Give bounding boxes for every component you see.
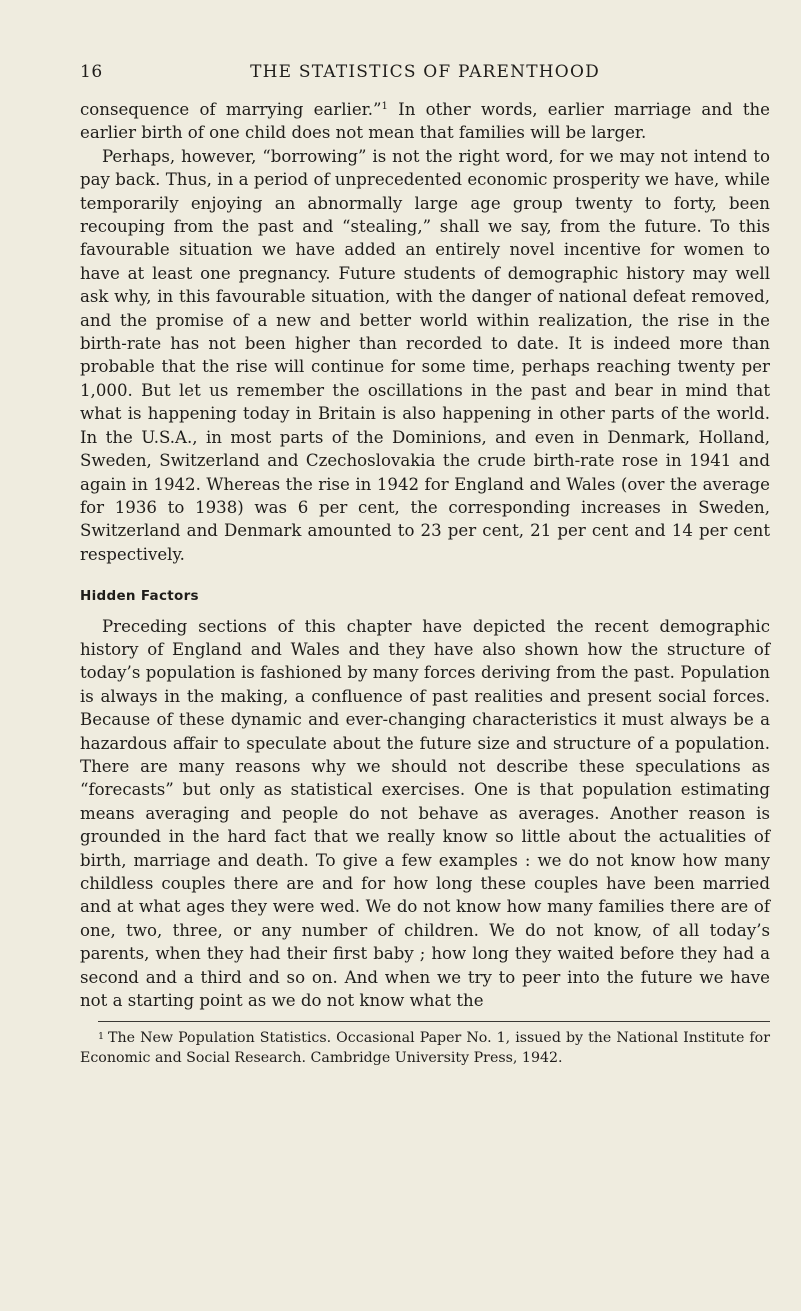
running-title: THE STATISTICS OF PARENTHOOD	[250, 62, 600, 82]
paragraph: Preceding sections of this chapter have depicted the recent demographic history of England and Wales and they have also shown how the structure of today’s population is fashioned by many forces deriving from the past. Population is always in the making, a confluence of past realities and present social forces. Because of these dynamic and ever-changing characteristics it must always be a hazardous affair to speculate about the future size and structure of a population. There are many reasons why we should not describe these speculations as “forecasts” but only as statistical exercises. One is that population estimating means averaging and people do not behave as averages. Another reason is grounded in the hard fact that we really know so little about the actualities of birth, marriage and death. To give a few examples : we do not know how many childless couples there are and for how long these couples have been married and at what ages they were wed. We do not know how many families there are of one, two, three, or any number of children. We do not know, of all today’s parents, when they had their first baby ; how long they waited before they had a second and a third and so on. And when we try to peer into the future we have not a starting point as we do not know what the	[80, 616, 770, 1011]
section-heading: Hidden Factors	[80, 588, 199, 605]
paragraph-text: consequence of marrying earlier.”	[80, 100, 382, 119]
page-header	[80, 62, 770, 92]
footnote	[80, 1027, 770, 1068]
paragraph-text-continued: In other words, earlier marriage and the earlier birth of one child does not mean that families will be larger.	[80, 100, 771, 143]
body-text	[80, 98, 770, 1068]
footnote-rule	[98, 1021, 770, 1022]
footnote-text: The New Population Statistics. Occasional Paper No. 1, issued by the National Institute for Economic and Social Research. Cambridge University Press, 1942.	[80, 1030, 770, 1066]
page-number: 16	[80, 62, 103, 82]
paragraph: Perhaps, however, “borrowing” is not the right word, for we may not intend to pay back. Thus, in a period of unprecedented economic prosperity we have, while temporarily enjoying an abnormally large age group twenty to forty, been recouping from the past and “stealing,” shall we say, from the future. To this favourable situation we have added an entirely novel incentive for women to have at least one pregnancy. Future students of demographic history may well ask why, in this favourable situation, with the danger of national defeat removed, and the promise of a new and better world within realization, the rise in the birth-rate has not been higher than recorded to date. It is indeed more than probable that the rise will continue for some time, perhaps reaching twenty per 1,000. But let us remember the oscillations in the past and bear in mind that what is happening today in Britain is also happening in other parts of the world. In the U.S.A., in most parts of the Dominions, and even in Denmark, Holland, Sweden, Switzerland and Czechoslovakia the crude birth-rate rose in 1941 and again in 1942. Whereas the rise in 1942 for England and Wales (over the average for 1936 to 1938) was 6 per cent, the corresponding increases in Sweden, Switzerland and Denmark amounted to 23 per cent, 21 per cent and 14 per cent respectively.	[80, 146, 770, 564]
footnote-reference: 1	[381, 101, 388, 112]
paragraph	[80, 98, 770, 145]
footnote-mark: 1	[98, 1031, 105, 1043]
